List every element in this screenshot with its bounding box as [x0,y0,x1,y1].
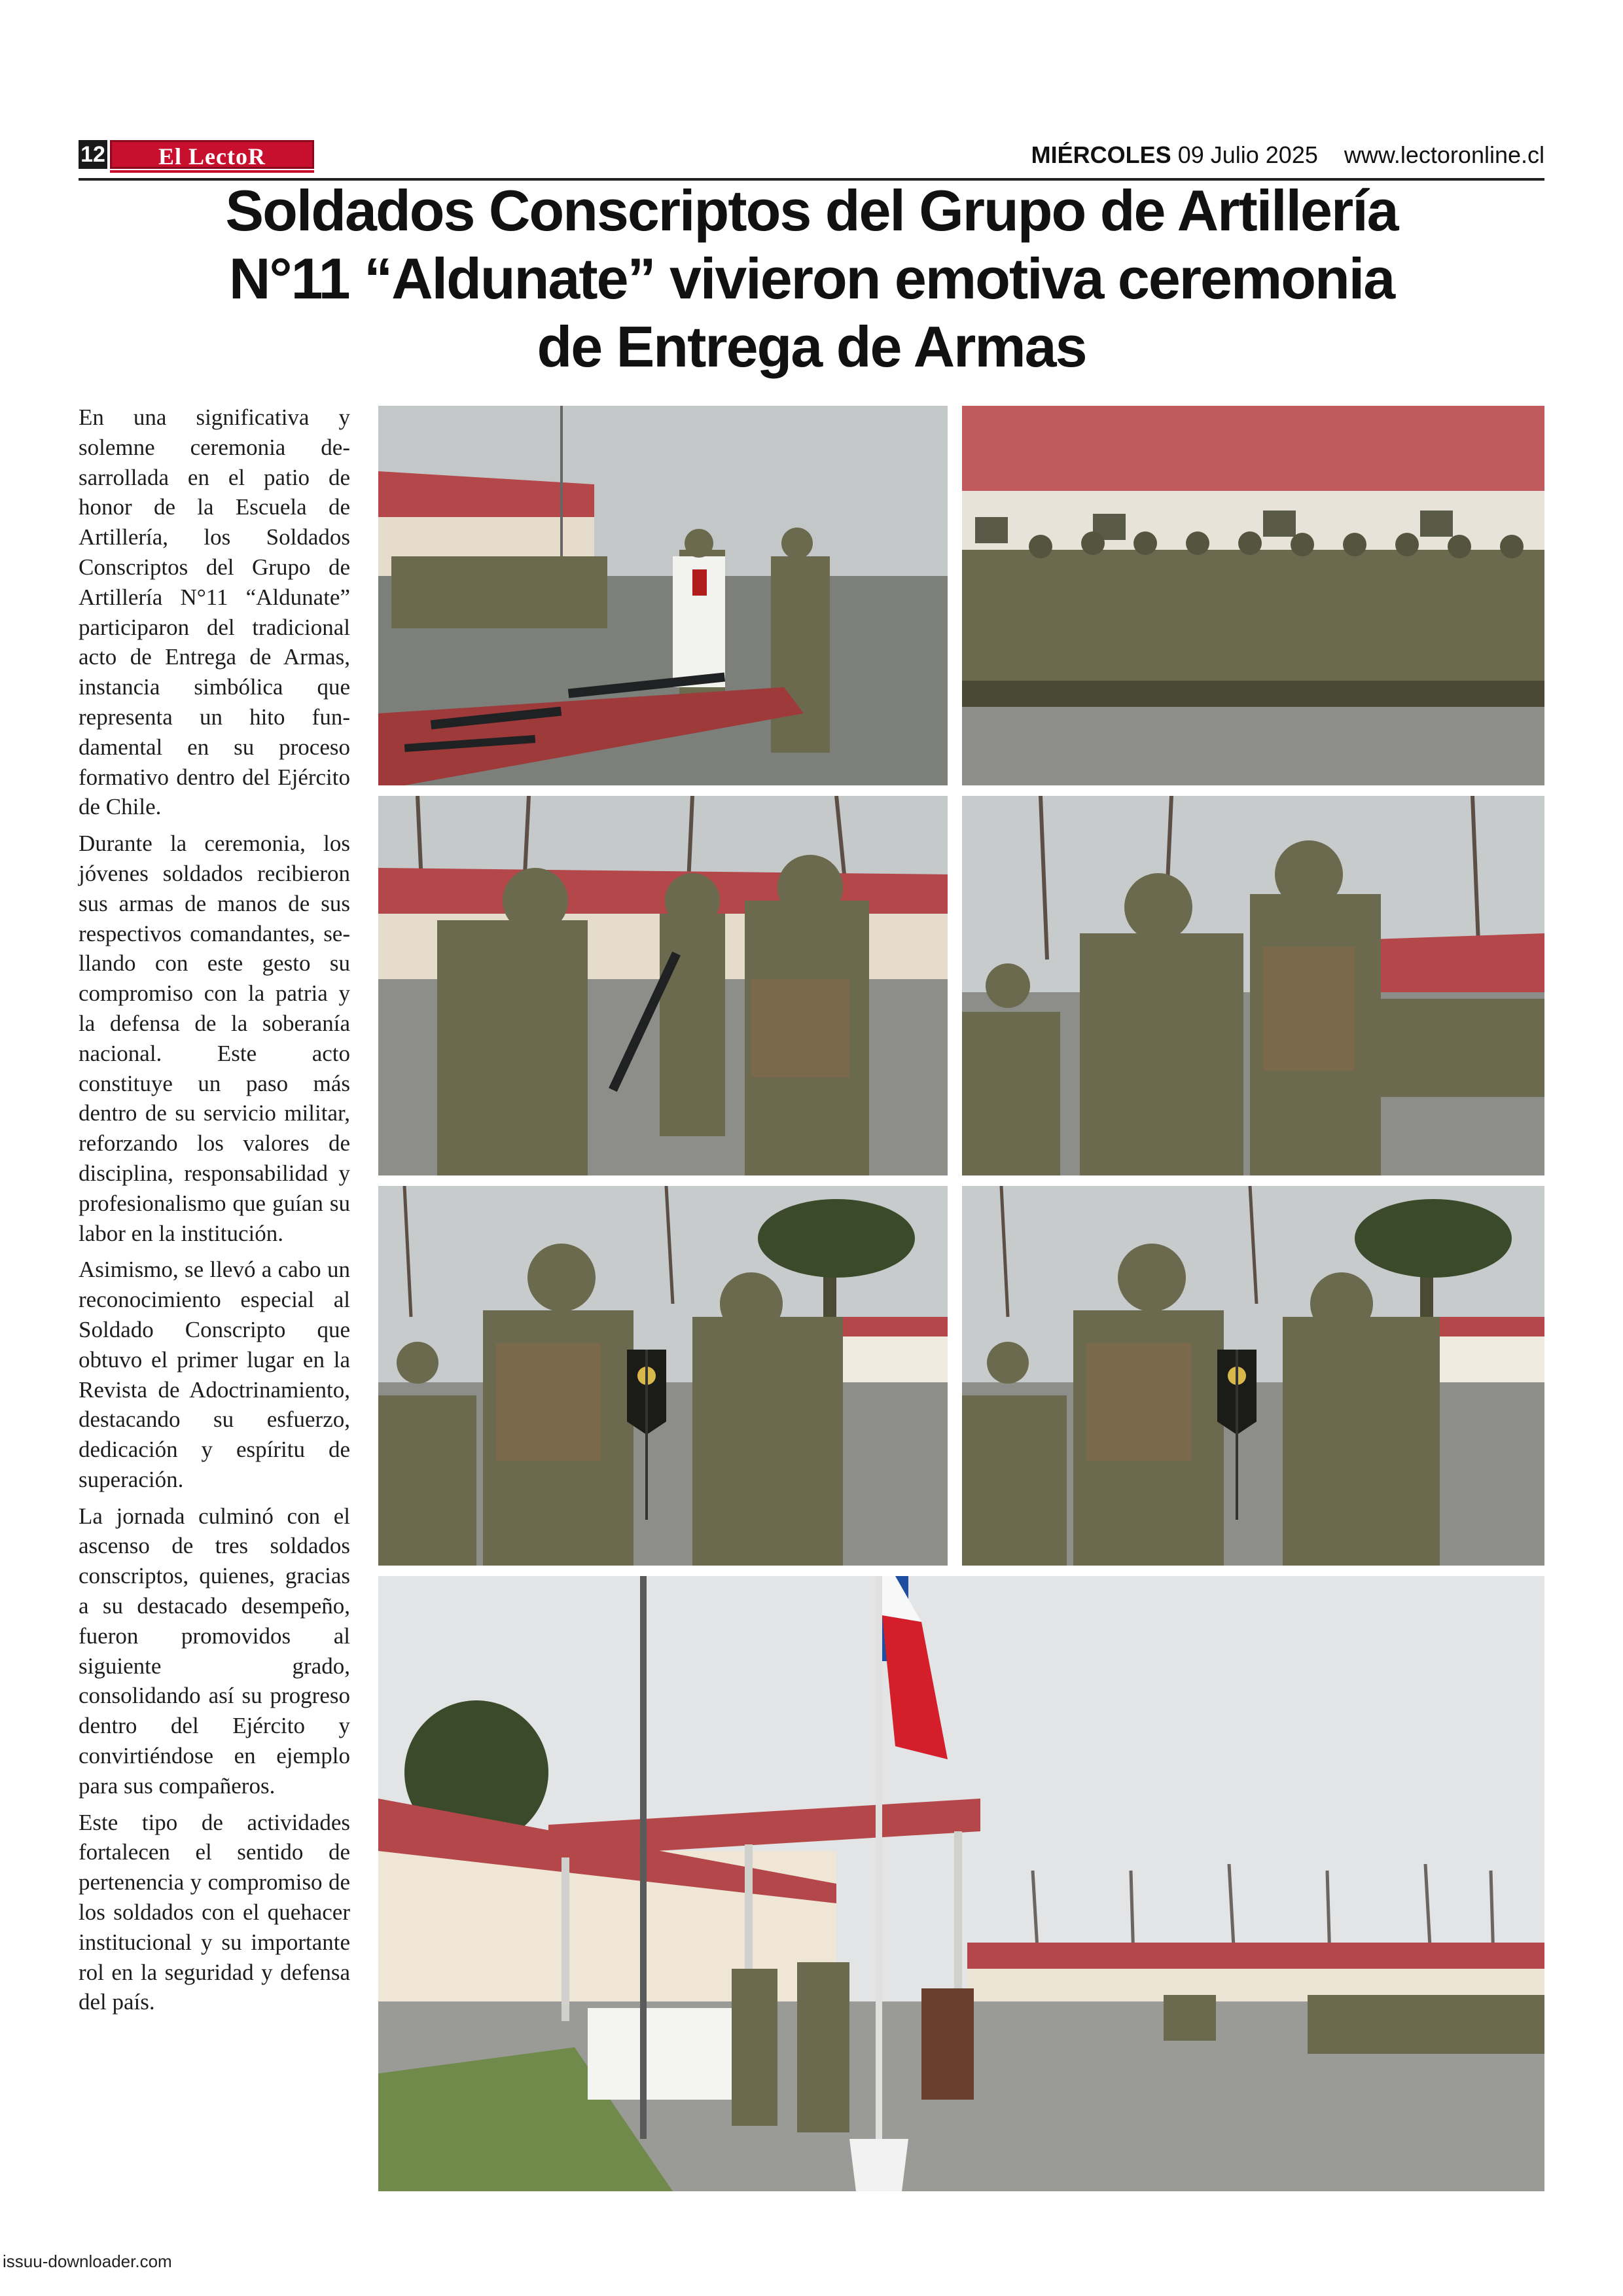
page-header [79,137,1544,181]
photo-weapon-handover-2 [962,796,1544,1175]
issue-weekday: MIÉRCOLES [1031,141,1171,168]
headline-line-2: N°11 “Aldunate” vivieron emotiva ceremonia [228,246,1395,311]
website-link[interactable]: www.lectoronline.cl [1344,141,1544,168]
photo-flag-ceremony [378,1576,1544,2191]
photo-soldiers-formation [962,406,1544,785]
issue-date: 09 Julio 2025 [1177,141,1318,168]
issue-info [1031,139,1544,171]
paragraph-2: Durante la ceremonia, los jóvenes soldados recibieron sus armas de manos de sus respectivos comandantes, sellando con este gesto su compromiso con la patria y la defensa de la soberanía nacional. Este acto constituye un paso más dentro de su servicio militar, reforzando los valores de disciplina, responsabilidad y profesionalismo que guían su labor en la institución. [79,831,350,1246]
article-headline [196,177,1427,381]
source-watermark: issuu-downloader.com [3,2251,172,2271]
headline-line-3: de Entrega de Armas [537,314,1086,379]
photo-recognition-2-image [962,1186,1544,1566]
photo-recognition-2 [962,1186,1544,1566]
logo-underline [110,170,314,173]
page-number: 12 [79,140,107,169]
paragraph-5: Este tipo de actividades fortalecen el sentido de pertenencia y compromiso de los soldados con el quehacer institucional y su importante rol en la seguridad y defensa del país. [79,1809,350,2015]
paragraph-4: La jornada culminó con el ascenso de tres soldados conscriptos, quienes, gracias a su destacado desempeño, fueron promovidos al siguiente grado, consolidando así su progreso dentro del Ejército y convirtiéndose en ejemplo para sus compañeros. [79,1503,350,1799]
paragraph-1: En una significativa y solemne ceremonia desarrollada en el patio de honor de la Escuela de Artillería, los Soldados Conscriptos del Grupo de Artillería N°11 “Aldunate” participaron del tradicional acto de Entrega de Armas, instancia simbólica que representa un hito fundamental en su proceso formativo dentro del Ejército de Chile. [79,404,350,820]
photo-flag-ceremony-image [378,1576,1544,2191]
article-body [79,403,350,2024]
photo-weapon-handover-2-image [962,796,1544,1175]
photo-recognition-1-image [378,1186,948,1566]
paragraph-3: Asimismo, se llevó a cabo un reconocimiento especial al Soldado Conscripto que obtuvo el primer lugar en la Revista de Adoctrinamiento, destacando su esfuerzo, dedicación y espíritu de superación. [79,1257,350,1492]
photo-soldiers-formation-image [962,406,1544,785]
newspaper-logo: El LectoR [110,140,314,169]
photo-weapons-blessing-image [378,406,948,785]
photo-weapon-handover-1-image [378,796,948,1175]
photo-weapons-blessing [378,406,948,785]
headline-line-1: Soldados Conscriptos del Grupo de Artillería [225,178,1398,243]
photo-recognition-1 [378,1186,948,1566]
photo-weapon-handover-1 [378,796,948,1175]
